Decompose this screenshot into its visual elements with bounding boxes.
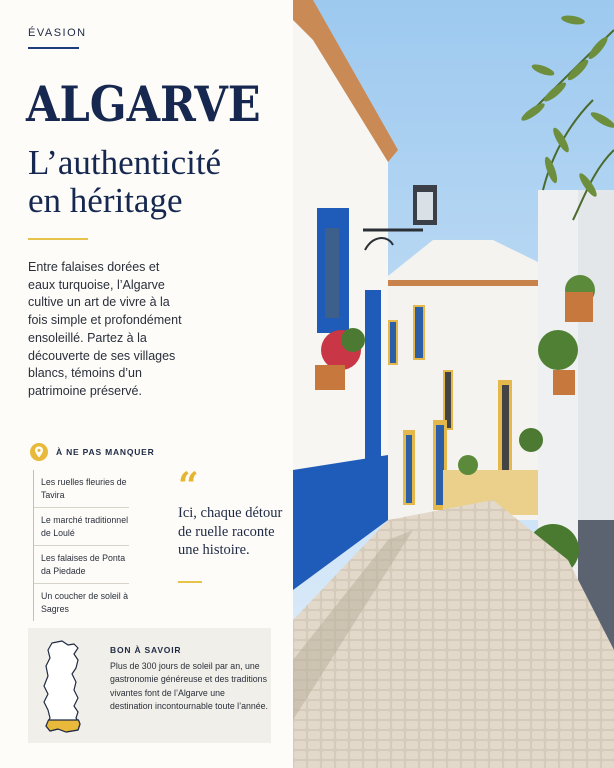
list-item: Un coucher de soleil à Sagres bbox=[41, 591, 129, 614]
portugal-map-icon bbox=[38, 640, 88, 735]
tip-text: Plus de 300 jours de soleil par an, une gastronomie généreuse et des traditions vivantes font de l’Algarve une destination incontournable toute l’année. bbox=[110, 661, 268, 711]
title-divider bbox=[28, 238, 88, 240]
pull-quote: Ici, chaque détour de ruelle raconte une histoire. bbox=[178, 505, 283, 558]
location-pin-icon bbox=[30, 443, 48, 461]
mustsee-label: À NE PAS MANQUER bbox=[56, 447, 155, 457]
mustsee-list bbox=[33, 470, 129, 621]
page-title: ALGARVE bbox=[26, 75, 261, 133]
list-item: Le marché traditionnel de Loulé bbox=[34, 508, 129, 546]
intro-paragraph: Entre falaises dorées et eaux turquoise, l’Algarve cultive un art de vivre à la fois simple et profondément ensoleillé. Partez à la découverte de ses villages blancs, témoins d’un patrimoine préservé. bbox=[28, 260, 182, 398]
page-subtitle bbox=[28, 144, 278, 220]
tip-label: BON À SAVOIR bbox=[110, 645, 182, 655]
article-text-column bbox=[0, 0, 293, 768]
subtitle-line-1: L’authenticité bbox=[28, 143, 222, 182]
village-street-photo bbox=[293, 0, 614, 768]
mustsee-header bbox=[30, 443, 155, 461]
list-item: Les falaises de Ponta da Piedade bbox=[34, 546, 129, 584]
subtitle-line-2: en héritage bbox=[28, 181, 183, 220]
section-kicker: ÉVASION bbox=[28, 27, 87, 39]
quote-mark-icon: “ bbox=[178, 465, 199, 507]
quote-divider bbox=[178, 581, 202, 583]
good-to-know-box bbox=[28, 628, 271, 743]
list-item: Les ruelles fleuries de Tavira bbox=[34, 470, 129, 508]
kicker-underline bbox=[28, 47, 79, 49]
